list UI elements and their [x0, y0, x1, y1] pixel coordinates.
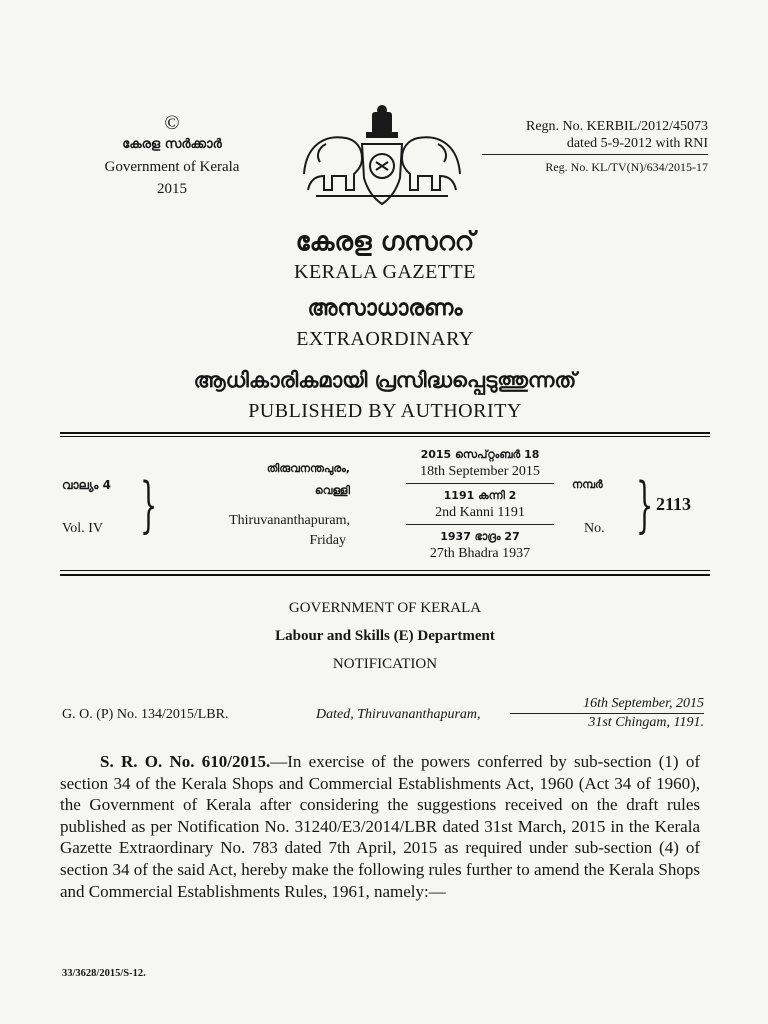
government-heading: GOVERNMENT OF KERALA — [288, 600, 482, 616]
sro-paragraph — [60, 751, 700, 902]
government-order-number: G. O. (P) No. 134/2015/LBR. — [62, 707, 229, 722]
gazette-title-malayalam: കേരള ഗസററ് — [295, 227, 475, 257]
sro-text: —In exercise of the powers conferred by sub-section (1) of section 34 of the Kerala Shops and Commercial Establishments Act, 1960 (Act 34 of 1960), the Government of Kerala after considering the suggestions received on the draft rules published as per Notification No. 31240/E3/2014/LBR dated 31st March, 2015 in the Kerala Gazette Extraordinary No. 783 dated 7th April, 2015 as required under sub-section (4) of section 34 of the said Act, hereby make the following rules further to amend the Kerala Shops and Commercial Establishments Rules, 1961, namely:— — [60, 752, 700, 901]
volume-english: Vol. IV — [62, 521, 103, 536]
day-malayalam: വെള്ളി — [314, 484, 350, 497]
date-divider-2 — [406, 524, 554, 525]
volume-brace: } — [140, 470, 158, 540]
header-divider — [482, 154, 708, 155]
number-label-english: No. — [584, 521, 605, 536]
department-name: Labour and Skills (E) Department — [275, 628, 495, 644]
order-date-kollam: 31st Chingam, 1191. — [588, 715, 704, 730]
number-brace: } — [636, 470, 654, 540]
order-date-divider — [510, 713, 704, 714]
footer-code: 33/3628/2015/S-12. — [62, 968, 146, 979]
published-by-authority-malayalam: ആധികാരികമായി പ്രസിദ്ധപ്പെടുത്തുന്നത് — [193, 368, 577, 392]
department-block — [60, 598, 710, 674]
volume-top-rule — [60, 432, 710, 434]
published-by-authority-english: PUBLISHED BY AUTHORITY — [248, 400, 522, 422]
volume-bottom-rule — [60, 574, 710, 576]
volume-malayalam: വാല്യം 4 — [62, 478, 111, 492]
date-gregorian-malayalam: 2015 സെപ്റ്റംബർ 18 — [420, 448, 540, 461]
date-gregorian-english: 18th September 2015 — [420, 464, 540, 479]
gazette-number: 2113 — [656, 494, 692, 514]
date-kollam-malayalam: 1191 കന്നി 2 — [443, 489, 517, 502]
date-column — [396, 446, 564, 562]
date-saka-malayalam: 1937 ഭാദ്രം 27 — [440, 530, 520, 543]
day-english: Friday — [309, 533, 346, 548]
date-kollam-english: 2nd Kanni 1191 — [435, 505, 525, 520]
sro-number: S. R. O. No. 610/2015. — [100, 752, 271, 771]
gazette-title-english: KERALA GAZETTE — [294, 261, 476, 283]
rni-registration-number: Reg. No. KL/TV(N)/634/2015-17 — [545, 160, 708, 174]
dated-label: Dated, Thiruvananthapuram, — [316, 707, 481, 722]
header-left-block — [62, 112, 282, 200]
volume-bottom-rule-thin — [60, 570, 710, 571]
govt-name-english: Government of Kerala — [104, 159, 240, 175]
copyright-symbol: © — [164, 112, 180, 134]
date-saka-english: 27th Bhadra 1937 — [429, 546, 531, 561]
place-english: Thiruvananthapuram, — [229, 513, 350, 528]
place-malayalam: തിരുവനന്തപുരം, — [266, 462, 350, 475]
extraordinary-english: EXTRAORDINARY — [296, 328, 474, 350]
extraordinary-malayalam: അസാധാരണം — [307, 296, 463, 321]
order-date-gregorian: 16th September, 2015 — [583, 696, 704, 711]
date-divider-1 — [406, 483, 554, 484]
govt-name-malayalam: കേരള സർക്കാർ — [122, 137, 222, 152]
notification-heading: NOTIFICATION — [332, 656, 438, 672]
order-date-block — [510, 696, 704, 731]
registration-date: dated 5-9-2012 with RNI — [566, 136, 708, 151]
state-emblem-icon — [296, 104, 468, 212]
registration-number: Regn. No. KERBIL/2012/45073 — [526, 119, 708, 134]
header-right-block — [462, 118, 708, 176]
number-label-malayalam: നമ്പർ — [572, 478, 603, 491]
volume-top-rule-thin — [60, 436, 710, 437]
publication-year: 2015 — [157, 181, 187, 197]
